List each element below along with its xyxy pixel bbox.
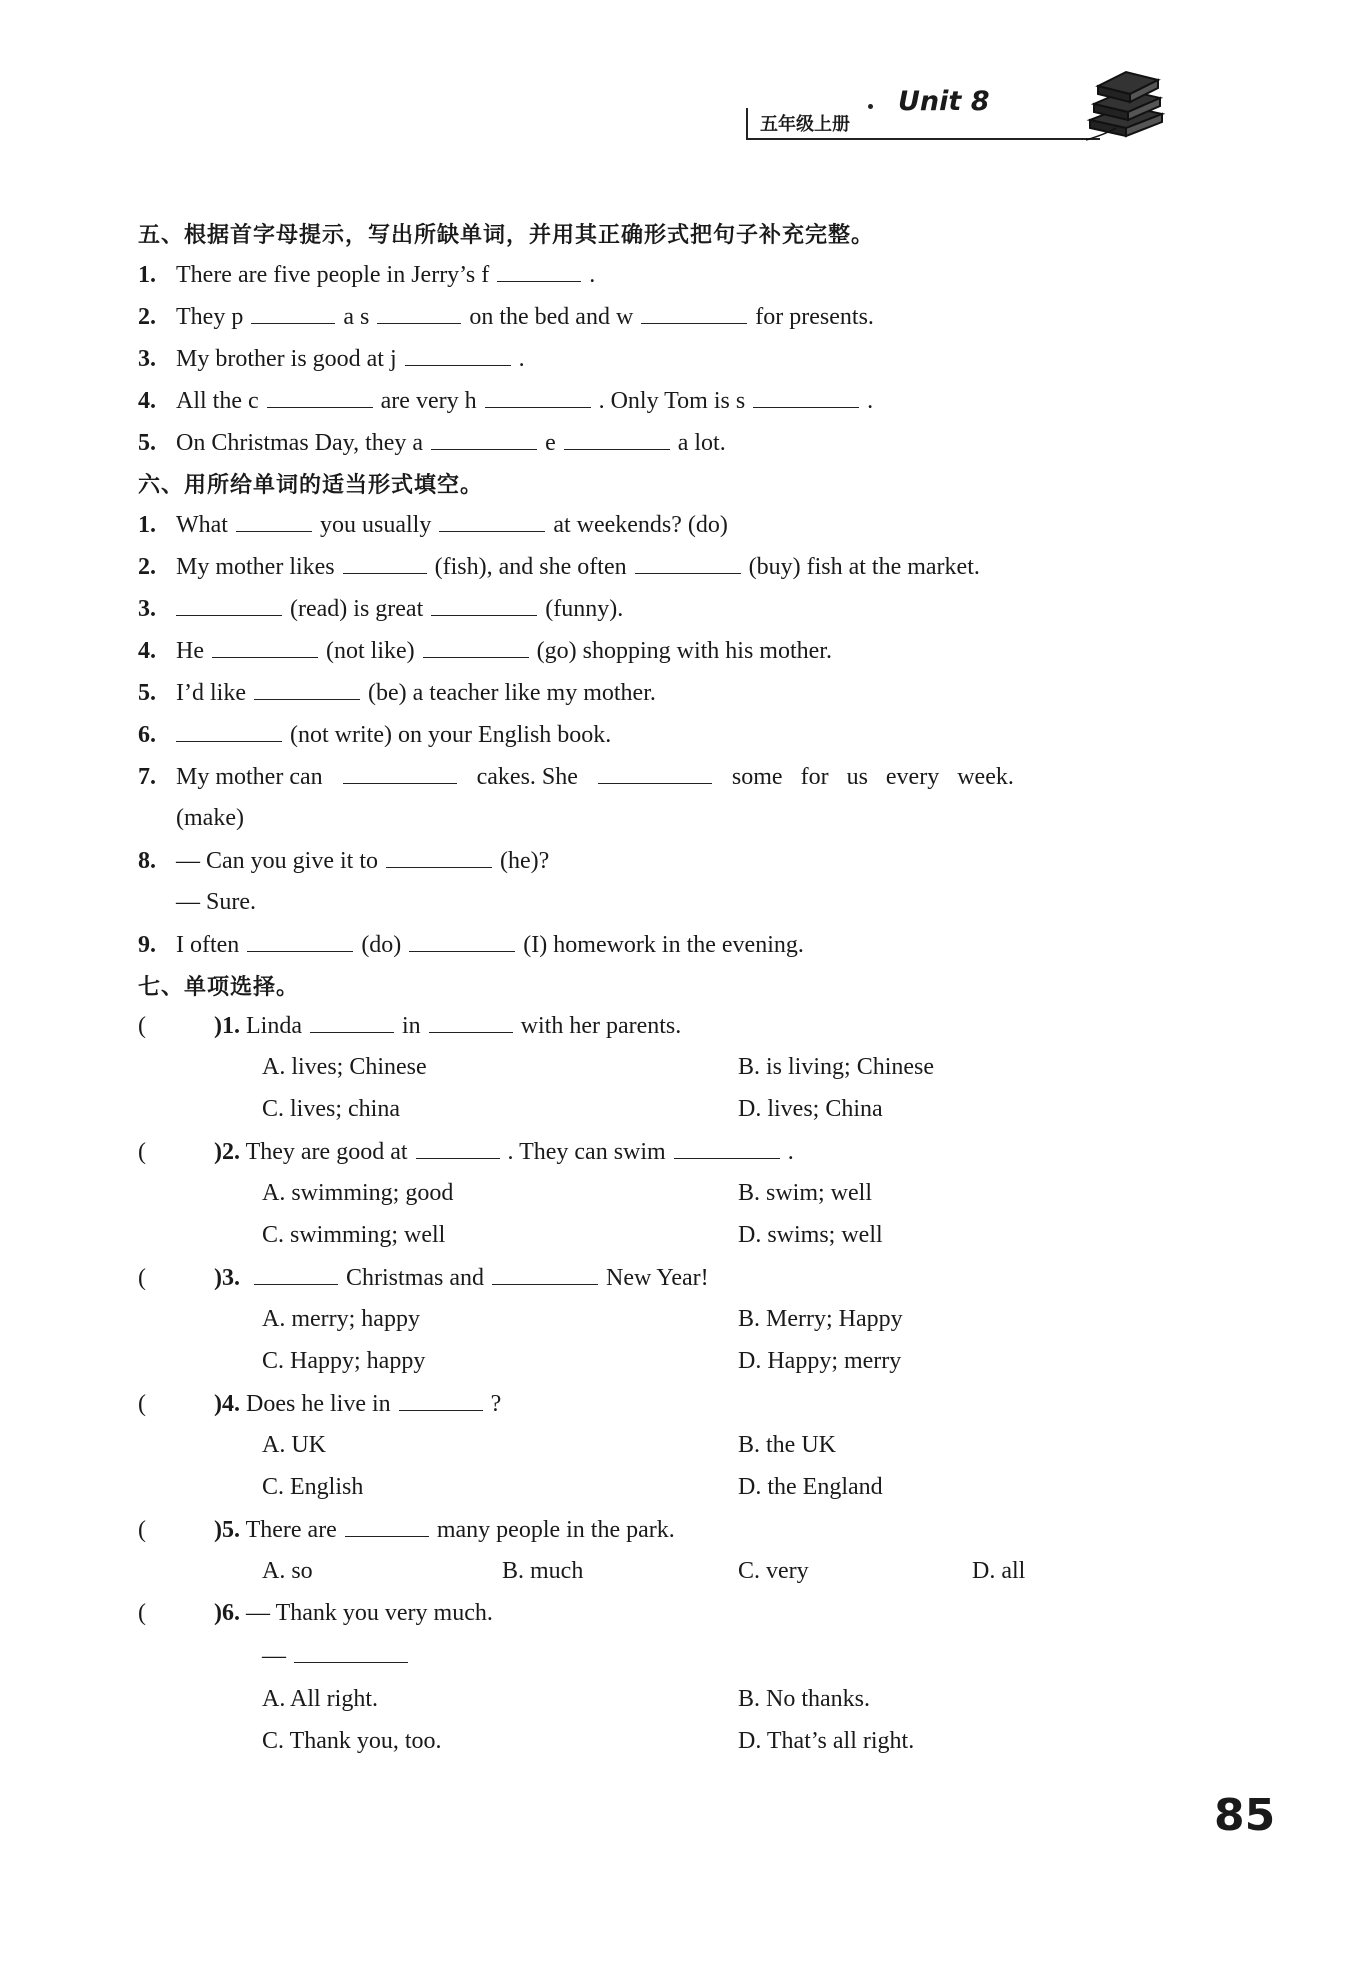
option-d[interactable]: D. lives; China [738,1096,883,1122]
option-b[interactable]: B. much [502,1558,584,1584]
option-c[interactable]: C. English [262,1474,364,1500]
s7-question-6-reply: — [262,1640,416,1671]
answer-blank[interactable] [247,929,353,952]
option-a[interactable]: A. All right. [262,1686,379,1712]
header-rule [870,138,1100,140]
answer-paren[interactable]: ( [138,1391,146,1417]
option-b[interactable]: B. the UK [738,1432,836,1458]
option-a[interactable]: A. swimming; good [262,1180,454,1206]
answer-blank[interactable] [310,1010,394,1033]
answer-blank[interactable] [176,719,282,742]
s6-item-8: 8. — Can you give it to (he)? [138,845,549,876]
s6-item-6: 6. (not write) on your English book. [138,719,611,750]
option-d[interactable]: D. the England [738,1474,883,1500]
option-b[interactable]: B. No thanks. [738,1686,870,1712]
option-c[interactable]: C. Happy; happy [262,1348,426,1374]
s6-item-4: 4. He (not like) (go) shopping with his mother. [138,635,832,666]
option-d[interactable]: D. That’s all right. [738,1728,915,1754]
answer-paren[interactable]: ( [138,1600,146,1626]
s5-item-5: 5. On Christmas Day, they a e a lot. [138,427,726,458]
option-c[interactable]: C. lives; china [262,1096,400,1122]
answer-blank[interactable] [254,1262,338,1285]
s7-question-6: ( )6. — Thank you very much. [138,1600,493,1626]
answer-blank[interactable] [641,301,747,324]
answer-blank[interactable] [386,845,492,868]
answer-paren[interactable]: ( [138,1265,146,1291]
answer-blank[interactable] [635,551,741,574]
option-a[interactable]: A. merry; happy [262,1306,420,1332]
answer-blank[interactable] [251,301,335,324]
answer-blank[interactable] [294,1640,408,1663]
option-b[interactable]: B. Merry; Happy [738,1306,903,1332]
s6-item-3: 3. (read) is great (funny). [138,593,623,624]
answer-paren[interactable]: ( [138,1139,146,1165]
s6-item-7-hint: (make) [176,805,244,831]
option-b[interactable]: B. swim; well [738,1180,873,1206]
s7-question-5: ( )5. There are many people in the park. [138,1514,675,1545]
answer-blank[interactable] [343,551,427,574]
s6-item-2: 2. My mother likes (fish), and she often (buy) fish at the market. [138,551,980,582]
answer-blank[interactable] [564,427,670,450]
option-a[interactable]: A. UK [262,1432,326,1458]
section5-title: 五、根据首字母提示，写出所缺单词，并用其正确形式把句子补充完整。 [138,223,875,248]
answer-blank[interactable] [212,635,318,658]
s6-item-9: 9. I often (do) (I) homework in the evening. [138,929,804,960]
answer-blank[interactable] [431,427,537,450]
answer-blank[interactable] [753,385,859,408]
s6-item-8-reply: — Sure. [176,889,256,915]
answer-blank[interactable] [674,1136,780,1159]
s7-question-4: ( )4. Does he live in ? [138,1388,501,1419]
answer-blank[interactable] [405,343,511,366]
option-d[interactable]: D. all [972,1558,1026,1584]
page-number: 85 [1214,1790,1276,1841]
answer-blank[interactable] [399,1388,483,1411]
option-c[interactable]: C. swimming; well [262,1222,446,1248]
option-c[interactable]: C. very [738,1558,809,1584]
answer-blank[interactable] [439,509,545,532]
answer-blank[interactable] [236,509,312,532]
section6-title: 六、用所给单词的适当形式填空。 [138,473,484,498]
grade-label: 五年级上册 [746,108,870,140]
answer-blank[interactable] [429,1010,513,1033]
answer-blank[interactable] [176,593,282,616]
s6-item-5: 5. I’d like (be) a teacher like my mother. [138,677,656,708]
option-a[interactable]: A. lives; Chinese [262,1054,427,1080]
s7-question-3: ( )3. Christmas and New Year! [138,1262,709,1293]
answer-blank[interactable] [343,761,457,784]
s7-question-2: ( )2. They are good at . They can swim . [138,1136,794,1167]
s5-item-4: 4. All the c are very h . Only Tom is s . [138,385,873,416]
option-b[interactable]: B. is living; Chinese [738,1054,935,1080]
s7-question-1: ( )1. Linda in with her parents. [138,1010,681,1041]
answer-blank[interactable] [254,677,360,700]
option-d[interactable]: D. swims; well [738,1222,883,1248]
answer-blank[interactable] [423,635,529,658]
option-d[interactable]: D. Happy; merry [738,1348,902,1374]
answer-paren[interactable]: ( [138,1517,146,1543]
option-c[interactable]: C. Thank you, too. [262,1728,442,1754]
answer-blank[interactable] [416,1136,500,1159]
s6-item-7: 7. My mother can cakes. She some for us every week. [138,761,1014,792]
answer-blank[interactable] [345,1514,429,1537]
answer-blank[interactable] [431,593,537,616]
books-icon [1086,70,1166,142]
s6-item-1: 1. What you usually at weekends? (do) [138,509,728,540]
answer-blank[interactable] [267,385,373,408]
answer-paren[interactable]: ( [138,1013,146,1039]
answer-blank[interactable] [492,1262,598,1285]
answer-blank[interactable] [485,385,591,408]
answer-blank[interactable] [377,301,461,324]
answer-blank[interactable] [598,761,712,784]
s5-item-2: 2. They p a s on the bed and w for presents. [138,301,874,332]
s5-item-3: 3. My brother is good at j . [138,343,525,374]
answer-blank[interactable] [497,259,581,282]
option-a[interactable]: A. so [262,1558,313,1584]
answer-blank[interactable] [409,929,515,952]
section7-title: 七、单项选择。 [138,975,300,1000]
s5-item-1: 1. There are five people in Jerry’s f . [138,259,595,290]
unit-title: Unit 8 [898,86,990,117]
